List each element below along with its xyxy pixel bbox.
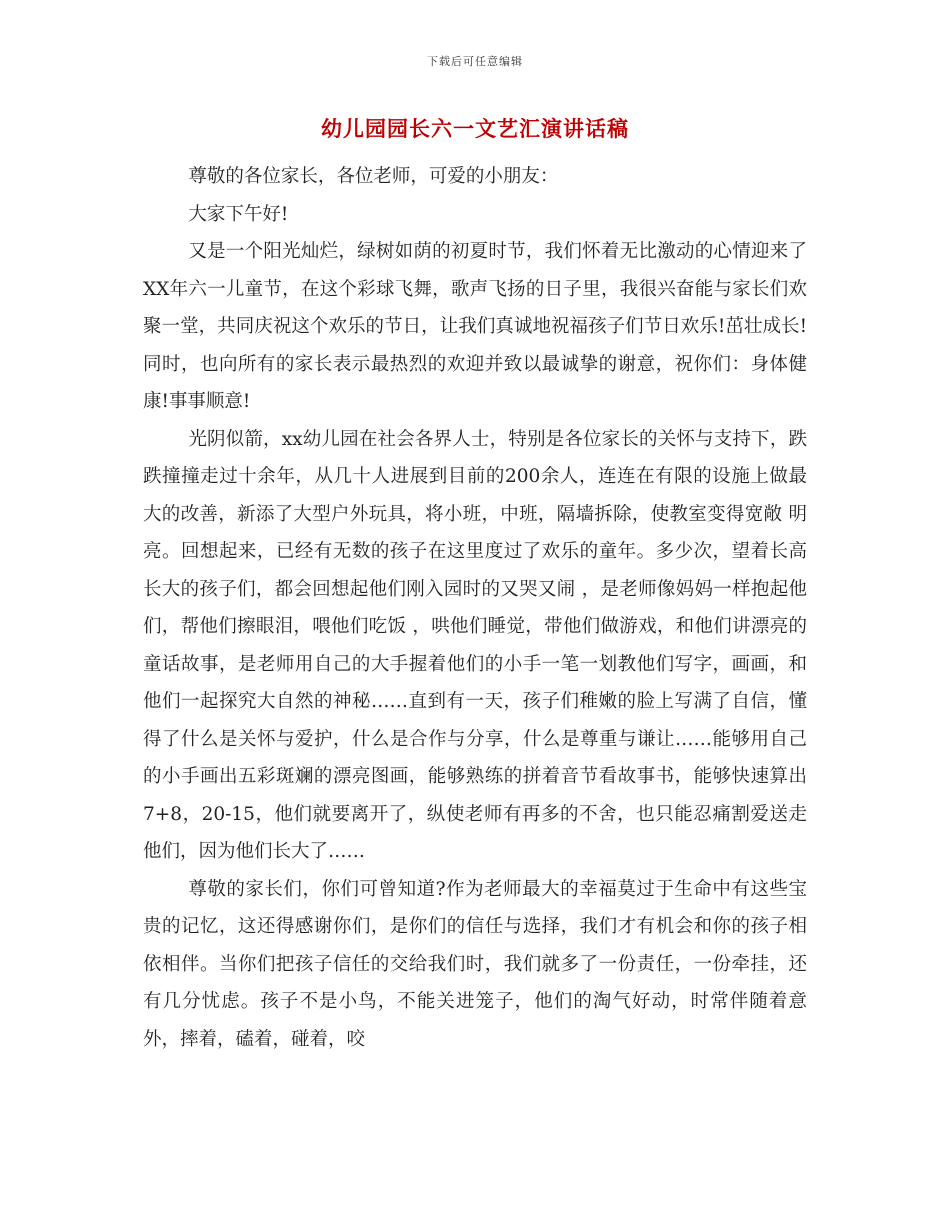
paragraph-gratitude: 尊敬的家长们，你们可曾知道?作为老师最大的幸福莫过于生命中有这些宝贵的记忆，这还得感谢你们，是你们的信任与选择，我们才有机会和你的孩子相依相伴。当你们把孩子信任的交给我们时，我们就多了一份责任，一份牵挂，还有几分忧虑。孩子不是小鸟，不能关进笼子，他们的淘气好动，时常伴随着意外，摔着，磕着，碰着，咬 (143, 878, 807, 1050)
paragraph-history: 光阴似箭，xx幼儿园在社会各界人士，特别是各位家长的关怀与支持下，跌跌撞撞走过十余年，从几十人进展到目前的200余人，连连在有限的设施上做最大的改善，新添了大型户外玩具，将小班，中班，隔墙拆除，使教室变得宽敞 明亮。回想起来，已经有无数的孩子在这里度过了欢乐的童年。多少次，望着长高长大的孩子们，都会回想起他们刚入园时的又哭又闹 ，是老师像妈妈一样抱起他们，帮他们擦眼泪，喂他们吃饭 ，哄他们睡觉，带他们做游戏，和他们讲漂亮的童话故事，是老师用自己的大手握着他们的小手一笔一划教他们写字，画画，和他们一起探究大自然的神秘……直到有一天，孩子们稚嫩的脸上写满了自信，懂得了什么是关怀与爱护，什么是合作与分享，什么是尊重与谦让……能够用自己的小手画出五彩斑斓的漂亮图画，能够熟练的拼着音节看故事书，能够快速算出7+8，20-15，他们就要离开了，纵使老师有再多的不舍，也只能忍痛割爱送走他们，因为他们长大了…… (143, 428, 807, 862)
page-header: 下载后可任意编辑 (427, 55, 523, 68)
paragraph-opening: 又是一个阳光灿烂，绿树如荫的初夏时节，我们怀着无比激动的心情迎来了XX年六一儿童节，在这个彩球飞舞，歌声飞扬的日子里，我很兴奋能与家长们欢聚一堂，共同庆祝这个欢乐的节日，让我们真诚地祝福孩子们节日欢乐!茁壮成长!同时，也向所有的家长表示最热烈的欢迎并致以最诚挚的谢意，祝你们：身体健康!事事顺意! (143, 241, 807, 412)
document-title: 幼儿园园长六一文艺汇演讲话稿 (321, 117, 629, 141)
paragraph-salutation: 尊敬的各位家长，各位老师，可爱的小朋友： (188, 166, 559, 187)
paragraph-greeting: 大家下午好! (188, 203, 289, 225)
document-body (143, 158, 807, 1058)
